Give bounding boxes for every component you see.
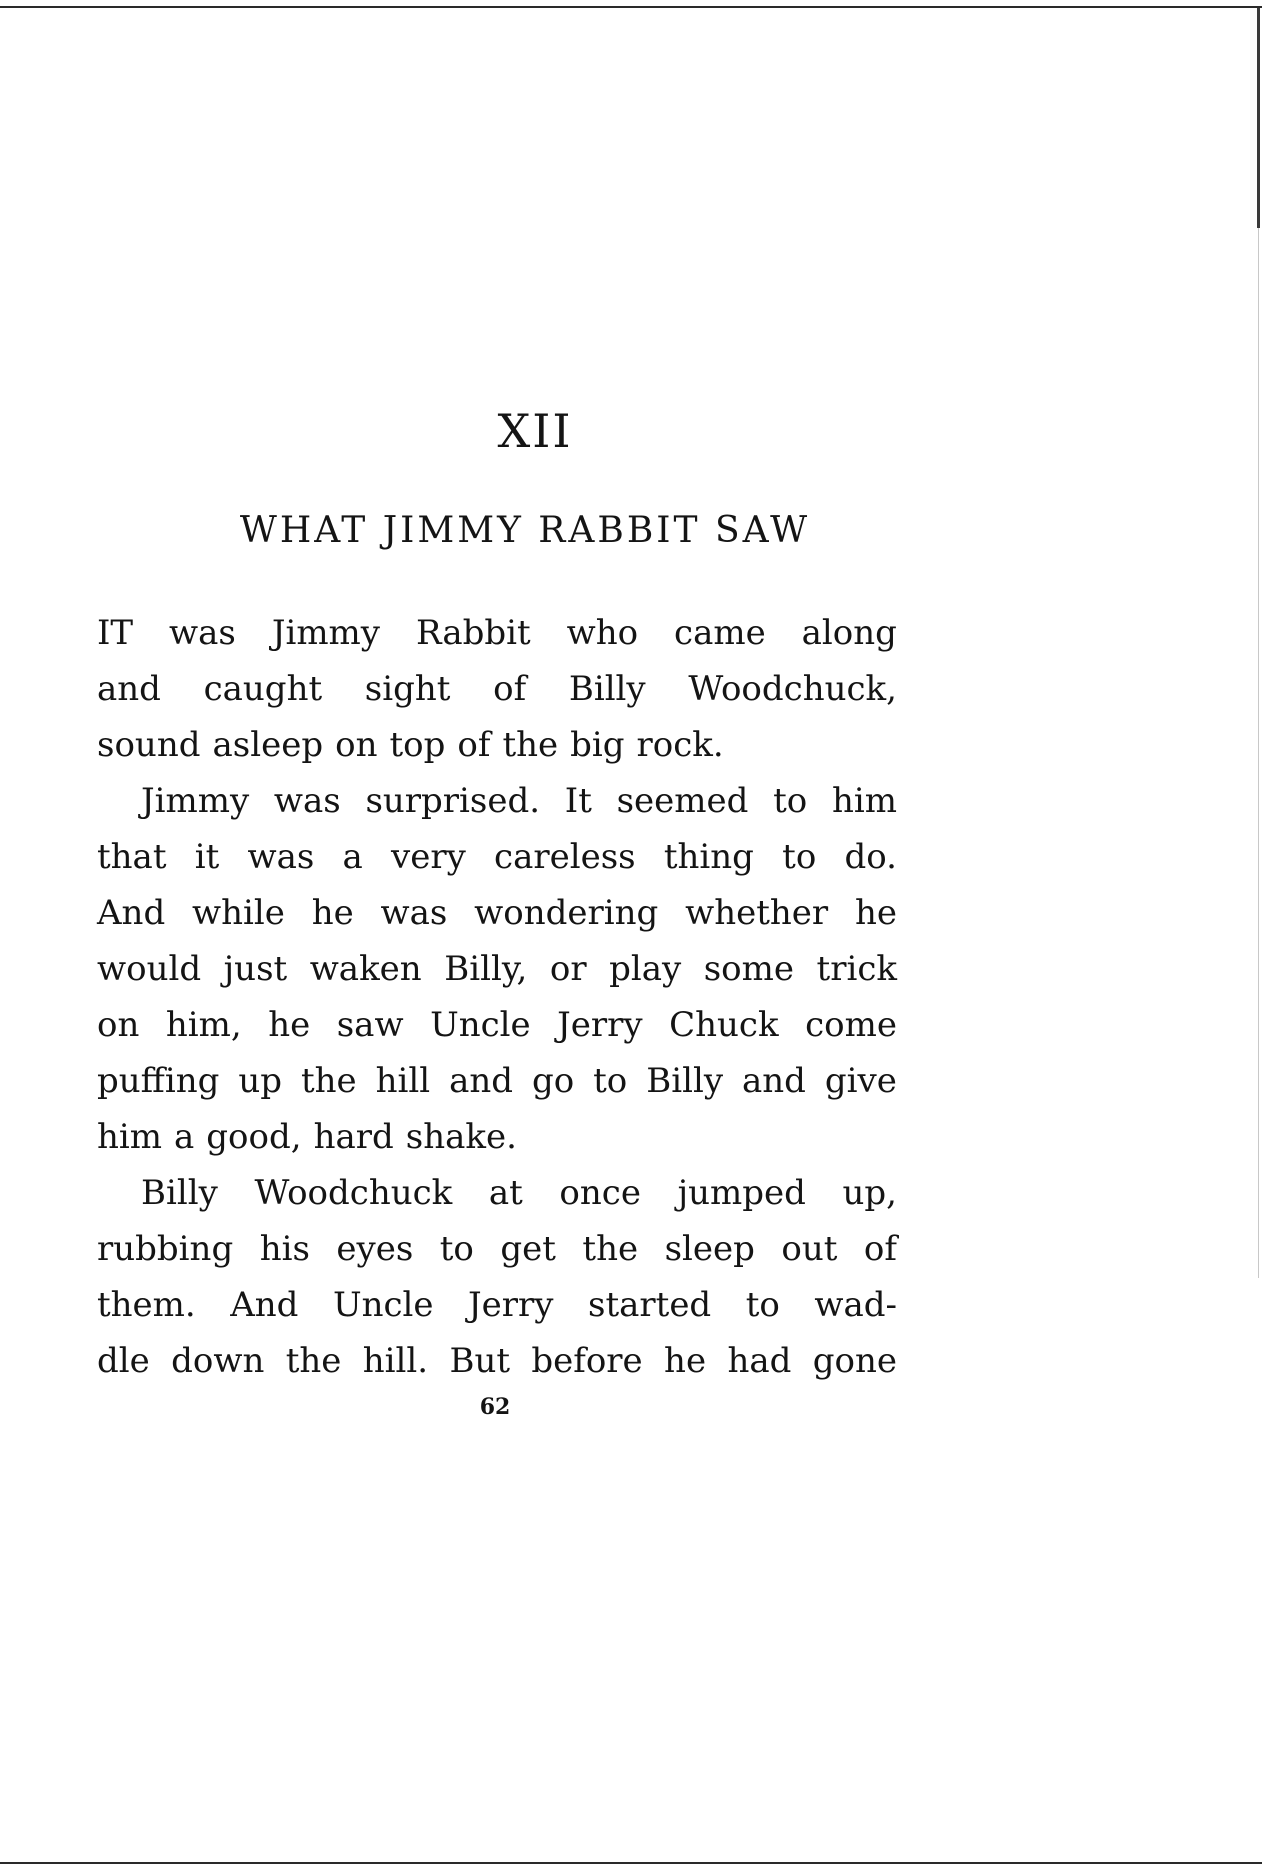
text-line [97,717,897,773]
word: rubbing [97,1229,234,1269]
word: trick [816,949,897,989]
word: out [781,1229,838,1269]
word: sight [364,669,451,709]
word: go [531,1061,575,1101]
word: while [192,893,285,933]
word: to [439,1229,474,1269]
word: and [97,669,161,709]
word: was [169,613,236,653]
word: that [97,837,167,877]
word: who [566,613,639,653]
word: gone [812,1341,897,1381]
word: was [247,837,315,877]
chapter-body-text [97,605,897,1389]
word: and [449,1061,513,1101]
word: him [831,781,897,821]
word: get [500,1229,556,1269]
word: him, [165,1005,242,1045]
word: just [223,949,288,989]
word: a [342,837,363,877]
word: the [300,1061,357,1101]
bottom-page-edge [0,1862,1262,1864]
word: to [593,1061,628,1101]
word: to [773,781,808,821]
word: his [259,1229,310,1269]
word: of [493,669,527,709]
word: it [194,837,220,877]
word: he [664,1341,707,1381]
word: he [311,893,354,933]
text-line [97,941,897,997]
word: them. [97,1285,196,1325]
word: Chuck [669,1005,779,1045]
word: and [742,1061,806,1101]
right-page-edge [1257,8,1260,228]
word: to [745,1285,780,1325]
word: was [273,781,341,821]
word: before [531,1341,643,1381]
word: good, [206,1117,302,1157]
word: of [457,725,491,765]
word: IT [97,613,134,653]
word: saw [336,1005,404,1045]
word: Jimmy [271,613,381,653]
word: the [582,1229,639,1269]
word: Woodchuck [254,1173,453,1213]
right-page-edge-faint [1258,228,1259,1278]
word: sleep [664,1229,755,1269]
word: him [97,1117,163,1157]
word: wad- [814,1285,897,1325]
word: big [570,725,625,765]
word: Uncle [332,1285,434,1325]
word: asleep [212,725,324,765]
word: he [854,893,897,933]
word: Billy [568,669,646,709]
word: shake. [405,1117,517,1157]
page-number: 62 [479,1394,511,1420]
word: to [782,837,817,877]
word: at [488,1173,523,1213]
word: dle [97,1341,150,1381]
word: come [805,1005,897,1045]
text-line [97,605,897,661]
text-line [97,885,897,941]
word: would [97,949,202,989]
word: rock. [636,725,724,765]
word: once [559,1173,641,1213]
word: Rabbit [415,613,531,653]
word: surprised. [365,781,541,821]
word: jumped [677,1173,806,1213]
word: do. [844,837,897,877]
word: Billy, [444,949,528,989]
word: hard [313,1117,394,1157]
word: And [97,893,166,933]
chapter-number: XII [497,404,573,458]
text-line [97,997,897,1053]
text-line [97,1109,897,1165]
word: the [502,725,559,765]
word: came [674,613,766,653]
chapter-title: WHAT JIMMY RABBIT SAW [239,510,811,551]
word: some [703,949,795,989]
word: sound [97,725,201,765]
word: play [609,949,682,989]
text-line [97,773,897,829]
text-line [97,1053,897,1109]
word: down [171,1341,265,1381]
word: hill. [362,1341,429,1381]
word: a [174,1117,195,1157]
text-line [97,1333,897,1389]
word: Billy [646,1061,724,1101]
word: hill [375,1061,431,1101]
word: And [230,1285,299,1325]
top-page-edge [0,6,1262,8]
word: whether [685,893,829,933]
text-line [97,1221,897,1277]
word: Jimmy [141,781,250,821]
word: was [380,893,448,933]
word: Billy [141,1173,218,1213]
text-line [97,1277,897,1333]
word: Uncle [430,1005,531,1045]
word: the [285,1341,342,1381]
text-line [97,661,897,717]
word: on [335,725,378,765]
word: wondering [474,893,659,933]
word: Woodchuck, [688,669,897,709]
word: up, [842,1173,897,1213]
word: very [391,837,466,877]
word: caught [203,669,323,709]
word: of [863,1229,897,1269]
word: top [389,725,446,765]
word: seemed [616,781,749,821]
text-line [97,1165,897,1221]
word: on [97,1005,140,1045]
word: But [449,1341,510,1381]
word: thing [663,837,754,877]
word: started [588,1285,712,1325]
text-line [97,829,897,885]
word: careless [494,837,636,877]
word: Jerry [468,1285,554,1325]
word: up [238,1061,282,1101]
word: waken [309,949,422,989]
word: give [824,1061,897,1101]
word: along [801,613,897,653]
word: Jerry [557,1005,643,1045]
word: he [268,1005,311,1045]
word: It [564,781,592,821]
word: or [549,949,587,989]
word: puffing [97,1061,220,1101]
word: had [727,1341,792,1381]
word: eyes [336,1229,414,1269]
